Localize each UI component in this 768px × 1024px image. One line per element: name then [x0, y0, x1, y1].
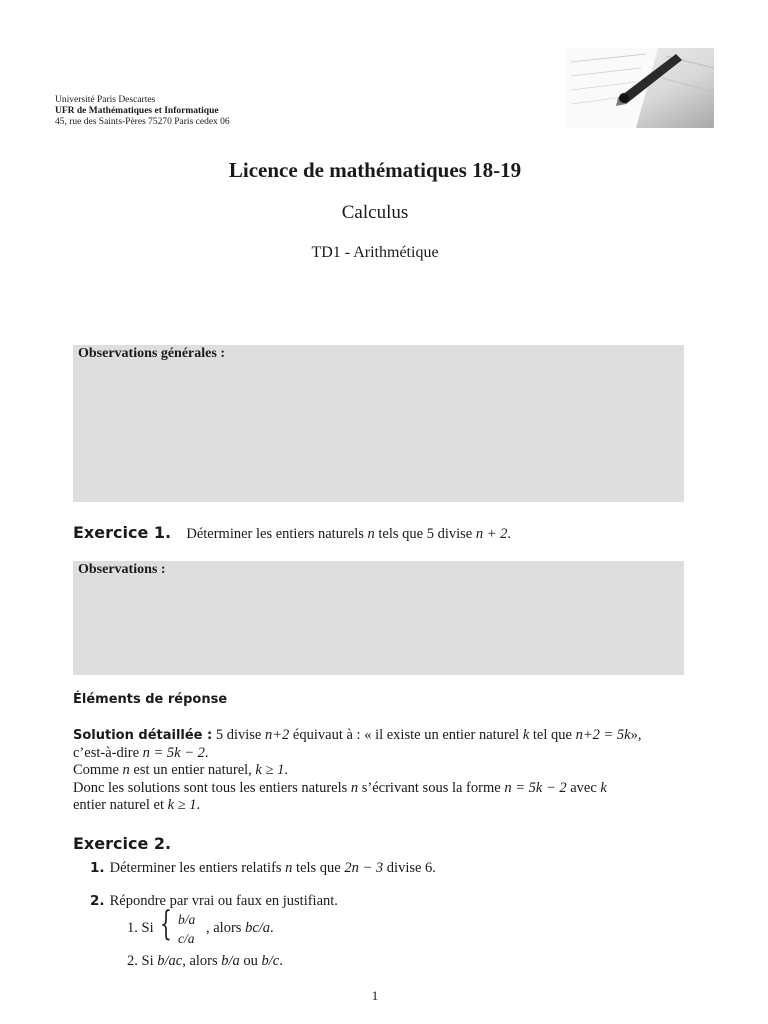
- exercise-1-statement: Déterminer les entiers naturels n tels que 5 divise n + 2.: [186, 526, 512, 542]
- brace-conditions: b/a c/a: [178, 912, 196, 946]
- system-brace: {: [160, 904, 172, 944]
- page-number: 1: [371, 988, 379, 1003]
- exercise-2-question-1: 1. Déterminer les entiers relatifs n tels que 2n − 3 divise 6.: [90, 860, 436, 876]
- exercise-1-observations-box: [73, 561, 684, 675]
- exercise-1-heading: Exercice 1.: [73, 523, 172, 542]
- exercise-2-sub-2: 2. Si b/ac, alors b/a ou b/c.: [127, 953, 283, 969]
- pen-on-paper-photo: [566, 48, 714, 128]
- university-name: Université Paris Descartes: [55, 95, 156, 105]
- pen-photo-icon: [566, 48, 714, 128]
- general-observations-box: [73, 345, 684, 502]
- exercise-2-sub-1-conclusion: , alors bc/a.: [206, 920, 274, 936]
- exercise-2-sub-1-number: 1. Si: [127, 920, 154, 936]
- sheet-title: TD1 - Arithmétique: [311, 244, 439, 261]
- exercise-1: [73, 523, 511, 543]
- answer-elements-title: Éléments de réponse: [73, 692, 228, 707]
- course-title: Calculus: [341, 202, 409, 223]
- ufr-name: UFR de Mathématiques et Informatique: [55, 106, 219, 116]
- exercise-2-heading: Exercice 2.: [73, 834, 172, 853]
- general-observations-label: Observations générales :: [78, 346, 225, 361]
- detailed-solution: Solution détaillée : 5 divise n+2 équivaut à : « il existe un entier naturel k tel que n+2 = 5k», c’est-à-dire n = 5k − 2. Comme n est un entier naturel, k ≥ 1. Donc les solutions sont tous les entiers naturels n s’écrivant sous la forme n = 5k − 2 avec k entier naturel et k ≥ 1.: [73, 727, 642, 813]
- institution-block: [55, 95, 230, 128]
- document-title: Licence de mathématiques 18-19: [228, 158, 522, 182]
- exercise-1-observations-label: Observations :: [78, 562, 166, 577]
- address: 45, rue des Saints-Pères 75270 Paris cedex 06: [55, 117, 230, 127]
- exercise-2-question-2: 2. Répondre par vrai ou faux en justifiant.: [90, 893, 338, 909]
